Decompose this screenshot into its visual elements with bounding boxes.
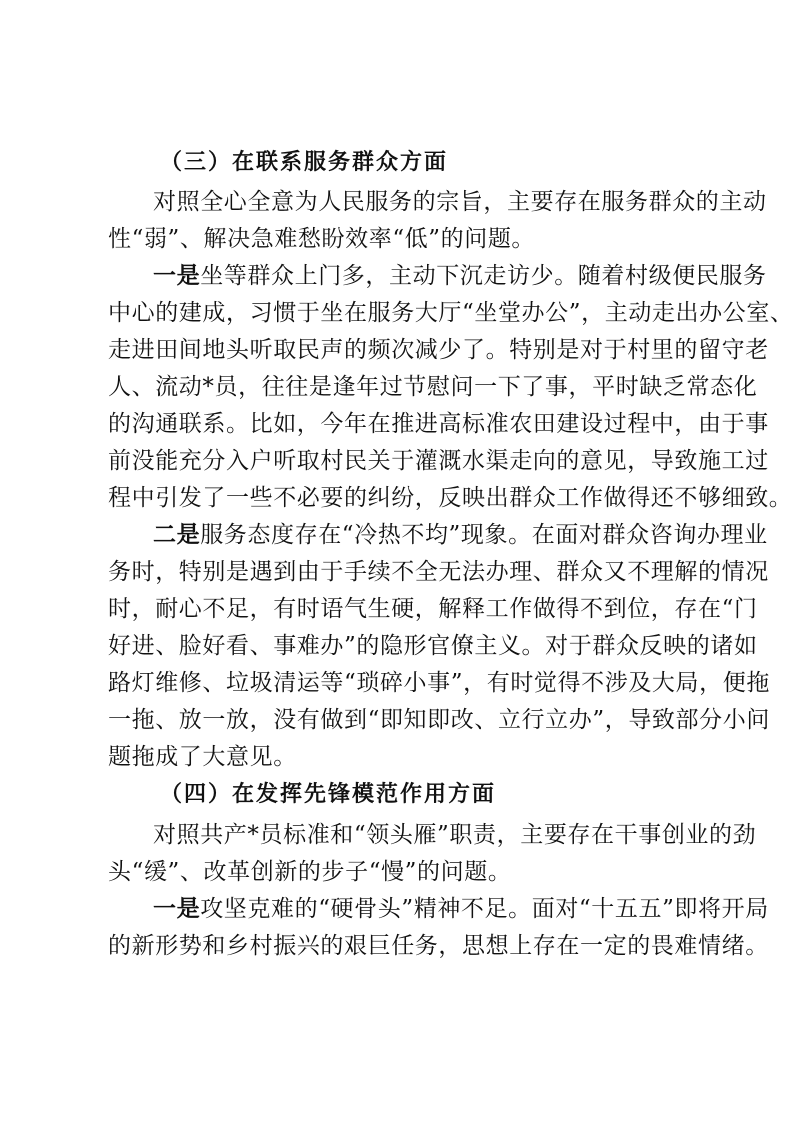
paragraph-text: 坐等群众上门多，主动下沉走访少。随着村级便民服务 [200, 263, 767, 289]
paragraph-line: 的沟通联系。比如，今年在推进高标准农田建设过程中，由于事 [108, 411, 769, 437]
paragraph-line: 的新形势和乡村振兴的艰巨任务，思想上存在一定的畏难情绪。 [108, 933, 769, 959]
paragraph-line: 头“缓”、改革创新的步子“慢”的问题。 [108, 859, 512, 885]
lead-marker: 一是 [153, 895, 201, 922]
paragraph-line: 程中引发了一些不必要的纠纷，反映出群众工作做得还不够细致。 [108, 485, 793, 511]
section-heading-4: （四）在发挥先锋模范作用方面 [160, 781, 497, 807]
paragraph-line: 时，耐心不足，有时语气生硬，解释工作做得不到位，存在“门 [108, 596, 758, 622]
paragraph-line: 务时，特别是遇到由于手续不全无法办理、群众又不理解的情况 [108, 559, 769, 585]
paragraph-line: 对照全心全意为人民服务的宗旨，主要存在服务群众的主动 [153, 189, 767, 215]
paragraph-text: 服务态度存在“冷热不均”现象。在面对群众咨询办理业 [200, 522, 768, 548]
paragraph-text: 攻坚克难的“硬骨头”精神不足。面对“十五五”即将开局 [200, 896, 769, 922]
paragraph-line: 对照共产*员标准和“领头雁”职责，主要存在干事创业的劲 [153, 822, 757, 848]
paragraph-line: 走进田间地头听取民声的频次减少了。特别是对于村里的留守老 [108, 337, 769, 363]
lead-marker: 一是 [153, 262, 201, 289]
lead-marker: 二是 [153, 521, 201, 548]
paragraph-line: 人、流动*员，往往是逢年过节慰问一下了事，平时缺乏常态化 [108, 374, 758, 400]
paragraph-line: 好进、脸好看、事难办”的隐形官僚主义。对于群众反映的诸如 [108, 633, 758, 659]
paragraph-line: 一拖、放一放，没有做到“即知即改、立行立办”，导致部分小问 [108, 707, 770, 733]
section-heading-3: （三）在联系服务群众方面 [160, 149, 449, 175]
paragraph-line [153, 894, 769, 928]
paragraph-line: 路灯维修、垃圾清运等“琐碎小事”，有时觉得不涉及大局，便拖 [108, 670, 770, 696]
paragraph-line: 题拖成了大意见。 [108, 744, 297, 770]
paragraph-line: 前没能充分入户听取村民关于灌溉水渠走向的意见，导致施工过 [108, 448, 769, 474]
paragraph-line: 中心的建成，习惯于坐在服务大厅“坐堂办公”，主动走出办公室、 [108, 300, 794, 326]
paragraph-line [153, 520, 768, 554]
paragraph-line [153, 261, 767, 295]
paragraph-line: 性“弱”、解决急难愁盼效率“低”的问题。 [108, 226, 536, 252]
